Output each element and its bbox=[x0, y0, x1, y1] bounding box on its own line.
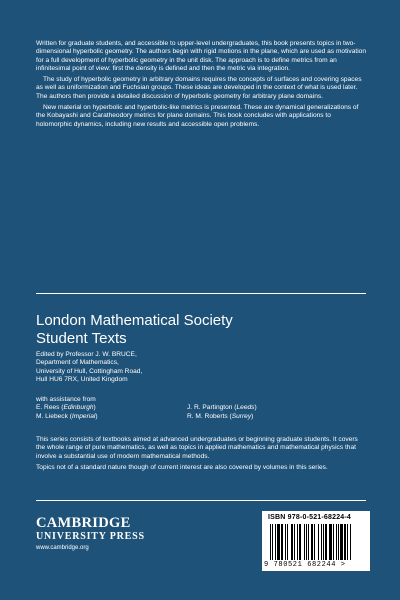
series-description bbox=[36, 436, 366, 475]
assistant-name: E. Rees (Edinburgh) bbox=[36, 404, 96, 412]
editor-line: Edited by Professor J. W. BRUCE, bbox=[36, 351, 137, 358]
series-editor-address bbox=[36, 351, 366, 385]
publisher-name: CAMBRIDGE bbox=[36, 515, 131, 531]
editor-line: Hull HU6 7RX, United Kingdom bbox=[36, 376, 128, 384]
book-blurb bbox=[36, 40, 366, 132]
barcode-digits: 9 780521 682244 > bbox=[264, 561, 346, 569]
barcode-bars bbox=[270, 524, 362, 560]
top-divider bbox=[36, 293, 366, 294]
assistant-row bbox=[36, 404, 366, 412]
barcode bbox=[262, 511, 370, 571]
editor-line: University of Hull, Cottingham Road, bbox=[36, 367, 143, 375]
blurb-paragraph: The study of hyperbolic geometry in arbitrary domains requires the concepts of surfaces and covering spaces as well as uniformization and Fuchsian groups. These ideas are developed in the context of what is used later. The authors then provide a detailed discussion of hyperbolic geometry for arbitrary plane domains. bbox=[36, 76, 362, 100]
publisher-url: www.cambridge.org bbox=[36, 545, 89, 551]
blurb-paragraph: New material on hyperbolic and hyperbolic-like metrics is presented. These are dynamical generalizations of the Kobayashi and Caratheodory metrics for plane domains. This book concludes with applications to holomorphic dynamics, including new results and accessible open problems. bbox=[36, 104, 359, 128]
series-description-paragraph: This series consists of textbooks aimed at advanced undergraduates or beginning graduate students. It covers the whole range of pure mathematics, as well as topics in applied mathematics and mathematical physics that involve a substantial use of modern mathematical methods. bbox=[36, 436, 358, 460]
assistant-editors bbox=[36, 396, 366, 421]
blurb-paragraph: Written for graduate students, and accessible to upper-level undergraduates, this book presents topics in two-dimensional hyperbolic geometry. The authors begin with rigid motions in the plane, which are used as motivation for a full development of hyperbolic geometry in the unit disk. The approach is to define metrics from an infinitesimal point of view: first the density is defined and then the metric via integration. bbox=[36, 40, 366, 72]
assist-label: with assistance from bbox=[36, 396, 96, 403]
publisher-logo bbox=[36, 516, 145, 553]
assistant-name: M. Liebeck (Imperial) bbox=[36, 412, 98, 420]
bottom-divider bbox=[36, 500, 366, 501]
series-description-paragraph: Topics not of a standard nature though of current interest are also covered by volumes in this series. bbox=[36, 463, 328, 471]
series-title bbox=[36, 312, 233, 348]
publisher-press: UNIVERSITY PRESS bbox=[36, 531, 145, 542]
assistant-row bbox=[36, 413, 366, 421]
editor-line: Department of Mathematics, bbox=[36, 359, 119, 367]
assistant-name: J. R. Partington (Leeds) bbox=[187, 404, 257, 412]
isbn-label: ISBN 978-0-521-68224-4 bbox=[268, 514, 352, 521]
assistant-name: R. M. Roberts (Surrey) bbox=[187, 412, 254, 420]
series-title-line: London Mathematical Society bbox=[36, 312, 233, 329]
series-title-line: Student Texts bbox=[36, 330, 127, 347]
